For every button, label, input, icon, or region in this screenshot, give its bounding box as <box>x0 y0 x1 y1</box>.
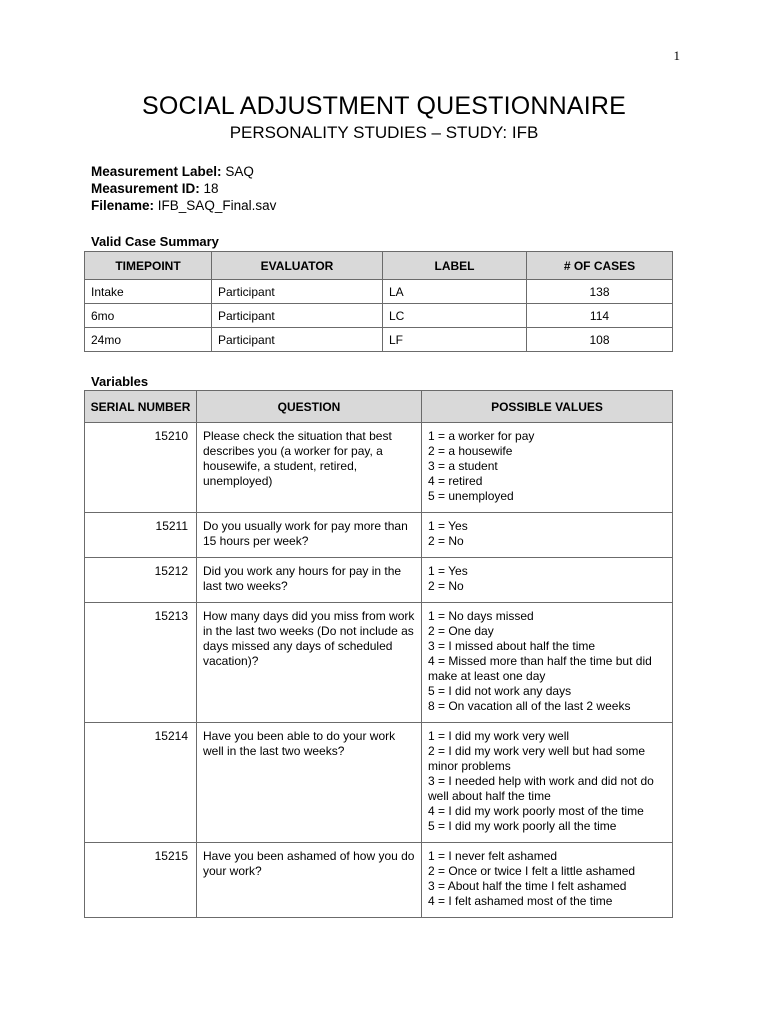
value-option: 2 = Once or twice I felt a little ashamed <box>428 864 636 878</box>
serial-number-cell: 15213 <box>85 603 197 723</box>
column-header-possible-values: POSSIBLE VALUES <box>422 391 673 423</box>
measurement-id-line <box>91 181 219 197</box>
table-row <box>85 513 673 558</box>
timepoint-cell: 24mo <box>85 328 212 352</box>
measurement-id-key: Measurement ID: <box>91 181 200 196</box>
possible-values-cell <box>422 513 673 558</box>
value-option: 4 = I felt ashamed most of the time <box>428 894 613 908</box>
question-cell: Have you been able to do your work well in the last two weeks? <box>197 723 422 843</box>
measurement-id-value: 18 <box>203 181 219 196</box>
table-row <box>85 328 673 352</box>
possible-values-cell <box>422 843 673 918</box>
measurement-label-value: SAQ <box>225 164 254 179</box>
page-number: 1 <box>673 48 680 63</box>
value-option: 1 = I did my work very well <box>428 729 570 743</box>
filename-key: Filename: <box>91 198 155 213</box>
valid-case-summary-table <box>84 251 673 352</box>
table-header-row <box>85 391 673 423</box>
value-option: 1 = No days missed <box>428 609 534 623</box>
column-header-question: QUESTION <box>197 391 422 423</box>
label-cell: LA <box>383 280 527 304</box>
value-option: 3 = About half the time I felt ashamed <box>428 879 627 893</box>
column-header-evaluator: EVALUATOR <box>212 252 383 280</box>
value-option: 2 = One day <box>428 624 494 638</box>
serial-number-cell: 15212 <box>85 558 197 603</box>
table-row <box>85 304 673 328</box>
label-cell: LF <box>383 328 527 352</box>
value-option: 5 = I did my work poorly all the time <box>428 819 617 833</box>
value-option: 4 = retired <box>428 474 483 488</box>
table-row <box>85 723 673 843</box>
evaluator-cell: Participant <box>212 280 383 304</box>
question-cell: Did you work any hours for pay in the last two weeks? <box>197 558 422 603</box>
variables-table <box>84 390 673 918</box>
column-header-label: LABEL <box>383 252 527 280</box>
value-option: 3 = a student <box>428 459 498 473</box>
evaluator-cell: Participant <box>212 304 383 328</box>
question-cell: Please check the situation that best describes you (a worker for pay, a housewife, a student, retired, unemployed) <box>197 423 422 513</box>
serial-number-cell: 15215 <box>85 843 197 918</box>
value-option: 1 = Yes <box>428 519 468 533</box>
cases-cell: 138 <box>527 280 673 304</box>
value-option: 5 = I did not work any days <box>428 684 572 698</box>
value-option: 1 = a worker for pay <box>428 429 535 443</box>
table-row <box>85 603 673 723</box>
possible-values-cell <box>422 723 673 843</box>
column-header-serial-number: SERIAL NUMBER <box>85 391 197 423</box>
value-option: 2 = I did my work very well but had some minor problems <box>428 744 646 773</box>
value-option: 2 = a housewife <box>428 444 513 458</box>
table-header-row <box>85 252 673 280</box>
document-subtitle: PERSONALITY STUDIES – STUDY: IFB <box>229 123 539 142</box>
value-option: 2 = No <box>428 579 464 593</box>
value-option: 8 = On vacation all of the last 2 weeks <box>428 699 631 713</box>
serial-number-cell: 15210 <box>85 423 197 513</box>
value-option: 4 = I did my work poorly most of the time <box>428 804 644 818</box>
column-header-timepoint: TIMEPOINT <box>85 252 212 280</box>
cases-cell: 114 <box>527 304 673 328</box>
timepoint-cell: Intake <box>85 280 212 304</box>
table-row <box>85 280 673 304</box>
measurement-label-line <box>91 164 254 180</box>
serial-number-cell: 15211 <box>85 513 197 558</box>
possible-values-cell <box>422 558 673 603</box>
table-row <box>85 843 673 918</box>
filename-value: IFB_SAQ_Final.sav <box>157 198 277 213</box>
value-option: 3 = I missed about half the time <box>428 639 596 653</box>
value-option: 1 = Yes <box>428 564 468 578</box>
variables-heading: Variables <box>91 374 149 389</box>
cases-cell: 108 <box>527 328 673 352</box>
value-option: 1 = I never felt ashamed <box>428 849 558 863</box>
question-cell: Do you usually work for pay more than 15 hours per week? <box>197 513 422 558</box>
document-title: SOCIAL ADJUSTMENT QUESTIONNAIRE <box>141 92 627 120</box>
table-row <box>85 423 673 513</box>
value-option: 2 = No <box>428 534 464 548</box>
value-option: 3 = I needed help with work and did not do well about half the time <box>428 774 654 803</box>
question-cell: How many days did you miss from work in the last two weeks (Do not include as days missed any days of scheduled vacation)? <box>197 603 422 723</box>
value-option: 5 = unemployed <box>428 489 514 503</box>
table-row <box>85 558 673 603</box>
question-cell: Have you been ashamed of how you do your work? <box>197 843 422 918</box>
valid-case-summary-heading: Valid Case Summary <box>91 234 219 249</box>
timepoint-cell: 6mo <box>85 304 212 328</box>
possible-values-cell <box>422 603 673 723</box>
possible-values-cell <box>422 423 673 513</box>
value-option: 4 = Missed more than half the time but did make at least one day <box>428 654 652 683</box>
measurement-label-key: Measurement Label: <box>91 164 222 179</box>
evaluator-cell: Participant <box>212 328 383 352</box>
serial-number-cell: 15214 <box>85 723 197 843</box>
label-cell: LC <box>383 304 527 328</box>
column-header-num-cases: # OF CASES <box>527 252 673 280</box>
filename-line <box>91 198 276 214</box>
